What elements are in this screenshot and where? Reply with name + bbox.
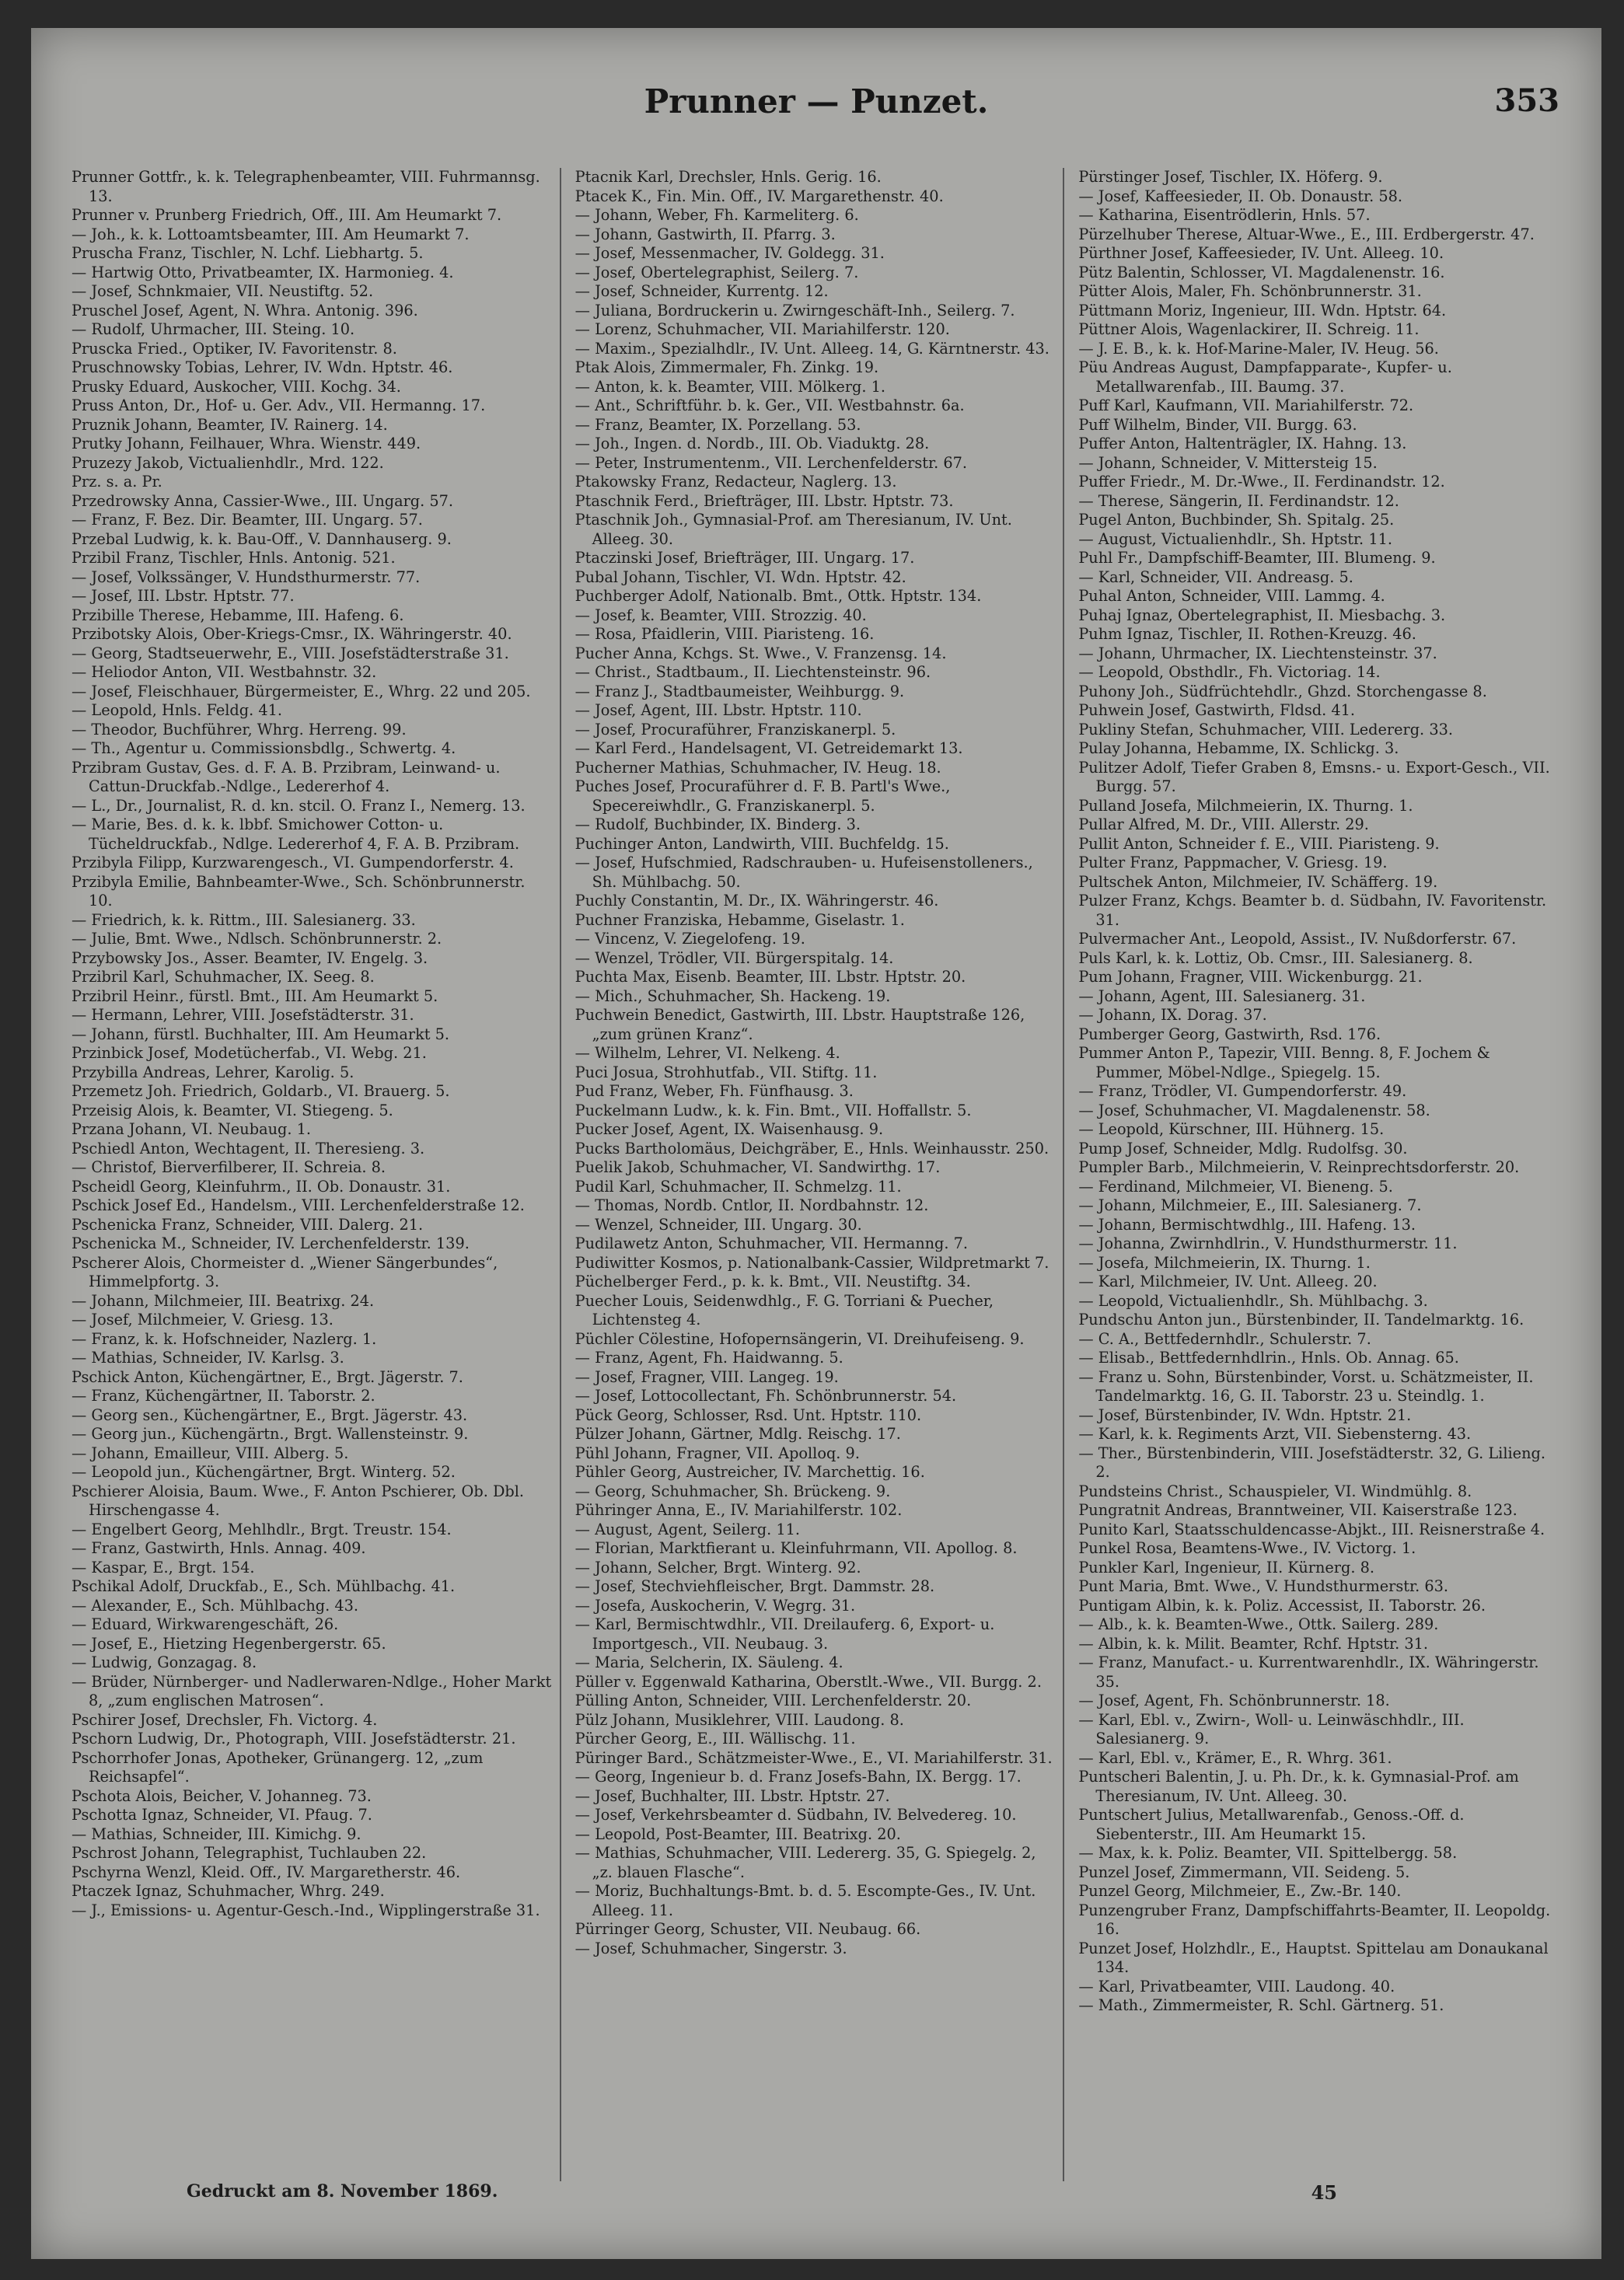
directory-entry: Punzel Josef, Zimmermann, VII. Seideng. 5. <box>1078 1863 1410 1881</box>
directory-entry: Pürthner Josef, Kaffeesieder, IV. Unt. Alleeg. 10. <box>1078 244 1444 262</box>
directory-entry: — Rudolf, Buchbinder, IX. Binderg. 3. <box>575 815 861 833</box>
directory-entry: Ptak Alois, Zimmermaler, Fh. Zinkg. 19. <box>575 358 879 376</box>
directory-entry: Puchner Franziska, Hebamme, Giselastr. 1. <box>575 910 905 929</box>
directory-entry: Punzengruber Franz, Dampfschiffahrts-Beamter, II. Leopoldg. 16. <box>1078 1901 1551 1938</box>
directory-entry: Pschick Josef Ed., Handelsm., VIII. Lerchenfelderstraße 12. <box>72 1196 525 1214</box>
directory-entry: Ptaczinski Josef, Briefträger, III. Ungarg. 17. <box>575 549 915 567</box>
directory-entry: — Josefa, Auskocherin, V. Wegrg. 31. <box>575 1596 856 1615</box>
directory-entry: Punzel Georg, Milchmeier, E., Zw.-Br. 140. <box>1078 1882 1402 1900</box>
directory-entry: Pumpler Barb., Milchmeierin, V. Reinprechtsdorferstr. 20. <box>1078 1158 1520 1176</box>
directory-entry: — Eduard, Wirkwarengeschäft, 26. <box>72 1615 339 1633</box>
directory-entry: Pruschel Josef, Agent, N. Whra. Antonig. 396. <box>72 301 418 319</box>
directory-entry: Pschotta Ignaz, Schneider, VI. Pfaug. 7. <box>72 1806 372 1824</box>
directory-entry: Pubal Johann, Tischler, VI. Wdn. Hptstr. 42. <box>575 567 906 586</box>
directory-entry: — Josef, Fragner, VIII. Langeg. 19. <box>575 1367 839 1386</box>
directory-entry: Pukliny Stefan, Schuhmacher, VIII. Ledererg. 33. <box>1078 720 1453 738</box>
directory-entry: — Josef, Messenmacher, IV. Goldegg. 31. <box>575 244 885 262</box>
directory-entry: Pump Josef, Schneider, Mdlg. Rudolfsg. 30. <box>1078 1139 1408 1157</box>
directory-entry: — Franz, Küchengärtner, II. Taborstr. 2. <box>72 1387 375 1405</box>
directory-entry: — Engelbert Georg, Mehlhdlr., Brgt. Treustr. 154. <box>72 1520 452 1538</box>
directory-entry: — Josefa, Milchmeierin, IX. Thurng. 1. <box>1078 1253 1371 1272</box>
directory-entry: Pülling Anton, Schneider, VIII. Lerchenfelderstr. 20. <box>575 1692 972 1709</box>
directory-entry: — Th., Agentur u. Commissionsbdlg., Schwertg. 4. <box>72 739 456 757</box>
directory-entry: Pucherner Mathias, Schuhmacher, IV. Heug. 18. <box>575 758 941 777</box>
page-title: Prunner — Punzet. <box>644 82 989 120</box>
directory-entry: — Rudolf, Uhrmacher, III. Steing. 10. <box>72 320 355 338</box>
directory-entry: — Hermann, Lehrer, VIII. Josefstädterstr. 31. <box>72 1006 414 1024</box>
page-footer <box>31 2181 1601 2212</box>
directory-entry: — Johann, IX. Dorag. 37. <box>1078 1006 1267 1024</box>
directory-entry: Prutky Johann, Feilhauer, Whra. Wienstr. 449. <box>72 435 421 452</box>
directory-entry: — Vincenz, V. Ziegelofeng. 19. <box>575 930 805 948</box>
directory-entry: Puntscheri Balentin, J. u. Ph. Dr., k. k. Gymnasial-Prof. am Theresianum, IV. Unt. Alleeg. 30. <box>1078 1768 1519 1805</box>
directory-entry: Pülzer Johann, Gärtner, Mdlg. Reischg. 17. <box>575 1425 901 1443</box>
directory-entry: Pudiwitter Kosmos, p. Nationalbank-Cassier, Wildpretmarkt 7. <box>575 1253 1049 1272</box>
directory-entry: — Franz u. Sohn, Bürstenbinder, Vorst. u. Schätzmeister, II. Tandelmarktg. 16, G. II. Taborstr. 23 u. Steindlg. 1. <box>1078 1367 1534 1405</box>
directory-entry: — Leopold, Kürschner, III. Hühnerg. 15. <box>1078 1120 1385 1138</box>
directory-entry: Ptacnik Karl, Drechsler, Hnls. Gerig. 16. <box>575 168 882 186</box>
directory-entry: — Maria, Selcherin, IX. Säuleng. 4. <box>575 1653 843 1671</box>
directory-entry: Prz. s. a. Pr. <box>72 473 162 491</box>
directory-entry: Pütz Balentin, Schlosser, VI. Magdalenenstr. 16. <box>1078 263 1445 281</box>
directory-entry: Pumberger Georg, Gastwirth, Rsd. 176. <box>1078 1025 1381 1043</box>
directory-entry: Pulter Franz, Pappmacher, V. Griesg. 19. <box>1078 854 1388 871</box>
directory-entry: — Mich., Schuhmacher, Sh. Hackeng. 19. <box>575 986 891 1005</box>
directory-entry: — Brüder, Nürnberger- und Nadlerwaren-Ndlge., Hoher Markt 8, „zum englischen Matrosen“. <box>72 1672 552 1709</box>
directory-entry: — L., Dr., Journalist, R. d. kn. stcil. O. Franz I., Nemerg. 13. <box>72 796 526 815</box>
directory-entry: — Joh., Ingen. d. Nordb., III. Ob. Viaduktg. 28. <box>575 435 930 452</box>
directory-entry: Przibotsky Alois, Ober-Kriegs-Cmsr., IX. Währingerstr. 40. <box>72 625 512 643</box>
directory-entry: Puchta Max, Eisenb. Beamter, III. Lbstr. Hptstr. 20. <box>575 968 966 986</box>
directory-entry: Puchwein Benedict, Gastwirth, III. Lbstr. Hauptstraße 126, „zum grünen Kranz“. <box>575 1006 1025 1043</box>
directory-entry: Puhm Ignaz, Tischler, II. Rothen-Kreuzg. 46. <box>1078 625 1416 643</box>
directory-entry: Pugel Anton, Buchbinder, Sh. Spitalg. 25. <box>1078 511 1395 529</box>
column-left <box>72 168 561 2181</box>
directory-entry: — Johann, Gastwirth, II. Pfarrg. 3. <box>575 225 836 243</box>
directory-entry: — Ther., Bürstenbinderin, VIII. Josefstädterstr. 32, G. Lilieng. 2. <box>1078 1444 1545 1481</box>
directory-entry: — Christof, Bierverfilberer, II. Schreia. 8. <box>72 1158 386 1176</box>
directory-entry: Puntschert Julius, Metallwarenfab., Genoss.-Off. d. Siebenterstr., III. Am Heumarkt 15. <box>1078 1806 1465 1843</box>
directory-entry: — Josef, Lottocollectant, Fh. Schönbrunnerstr. 54. <box>575 1387 957 1405</box>
directory-entry: — Josef, Schuhmacher, Singerstr. 3. <box>575 1939 847 1957</box>
directory-entry: Puhwein Josef, Gastwirth, Fldsd. 41. <box>1078 701 1356 719</box>
directory-entry: — Wilhelm, Lehrer, VI. Nelkeng. 4. <box>575 1044 840 1062</box>
directory-entry: Przibyla Filipp, Kurzwarengesch., VI. Gumpendorferstr. 4. <box>72 854 514 871</box>
directory-entry: Przibril Karl, Schuhmacher, IX. Seeg. 8. <box>72 968 375 986</box>
directory-entry: Pscheidl Georg, Kleinfuhrm., II. Ob. Donaustr. 31. <box>72 1177 451 1196</box>
directory-entry: — August, Victualienhdlr., Sh. Hptstr. 11. <box>1078 529 1392 548</box>
directory-entry: Pschikal Adolf, Druckfab., E., Sch. Mühlbachg. 41. <box>72 1577 456 1595</box>
directory-entry: Przinbick Josef, Modetücherfab., VI. Webg. 21. <box>72 1044 427 1062</box>
directory-entry: — Elisab., Bettfedernhdlrin., Hnls. Ob. Annag. 65. <box>1078 1349 1459 1367</box>
directory-entry: Puhony Joh., Südfrüchtehdlr., Ghzd. Storchengasse 8. <box>1078 682 1487 700</box>
directory-entry: — Johanna, Zwirnhdlrin., V. Hundsthurmerstr. 11. <box>1078 1234 1458 1252</box>
directory-entry: Puecher Louis, Seidenwdhlg., F. G. Torriani & Puecher, Lichtensteg 4. <box>575 1291 994 1329</box>
directory-entry: Pum Johann, Fragner, VIII. Wickenburgg. 21. <box>1078 968 1423 986</box>
directory-entry: — Hartwig Otto, Privatbeamter, IX. Harmonieg. 4. <box>72 263 454 281</box>
directory-entry: Pundsteins Christ., Schauspieler, VI. Windmühlg. 8. <box>1078 1482 1472 1500</box>
directory-entry: Pulitzer Adolf, Tiefer Graben 8, Emsns.- u. Export-Gesch., VII. Burgg. 57. <box>1078 758 1550 795</box>
directory-entry: — Johann, Milchmeier, III. Beatrixg. 24. <box>72 1291 375 1310</box>
directory-entry: — Christ., Stadtbaum., II. Liechtensteinstr. 96. <box>575 663 931 681</box>
directory-entry: Przeisig Alois, k. Beamter, VI. Stiegeng. 5. <box>72 1101 393 1119</box>
directory-entry: — Johann, Agent, III. Salesianerg. 31. <box>1078 986 1366 1005</box>
directory-entry: Ptacek K., Fin. Min. Off., IV. Margarethenstr. 40. <box>575 187 944 205</box>
directory-entry: Pud Franz, Weber, Fh. Fünfhausg. 3. <box>575 1082 854 1100</box>
directory-entry: Pudilawetz Anton, Schuhmacher, VII. Hermanng. 7. <box>575 1234 969 1252</box>
directory-entry: — Alb., k. k. Beamten-Wwe., Ottk. Sailerg. 289. <box>1078 1615 1439 1633</box>
directory-entry: — Josef, Verkehrsbeamter d. Südbahn, IV. Belvedereg. 10. <box>575 1806 1017 1824</box>
directory-entry: — Friedrich, k. k. Rittm., III. Salesianerg. 33. <box>72 910 416 929</box>
directory-entry: — Kaspar, E., Brgt. 154. <box>72 1558 255 1576</box>
directory-entry: — Franz, Trödler, VI. Gumpendorferstr. 49. <box>1078 1082 1407 1100</box>
directory-entry: — Franz, Gastwirth, Hnls. Annag. 409. <box>72 1539 366 1557</box>
directory-entry: Puff Karl, Kaufmann, VII. Mariahilferstr. 72. <box>1078 396 1414 414</box>
column-middle <box>575 168 1065 2181</box>
directory-entry: — Joh., k. k. Lottoamtsbeamter, III. Am Heumarkt 7. <box>72 225 470 243</box>
directory-entry: — Ant., Schriftführ. b. k. Ger., VII. Westbahnstr. 6a. <box>575 396 965 414</box>
directory-entry: Pschierer Aloisia, Baum. Wwe., F. Anton Pschierer, Ob. Dbl. Hirschengasse 4. <box>72 1482 525 1519</box>
directory-entry: — Mathias, Schneider, III. Kimichg. 9. <box>72 1824 361 1843</box>
directory-entry: — Ferdinand, Milchmeier, VI. Bieneng. 5. <box>1078 1177 1393 1196</box>
directory-entry: — Franz J., Stadtbaumeister, Weihburgg. 9. <box>575 682 905 700</box>
directory-entry: — Marie, Bes. d. k. k. lbbf. Smichower Cotton- u. Tücheldruckfab., Ndlge. Ledererhof 4, F. A. B. Przibram. <box>72 815 520 853</box>
directory-entry: — Georg, Schuhmacher, Sh. Brückeng. 9. <box>575 1482 891 1500</box>
directory-entry: Pühringer Anna, E., IV. Mariahilferstr. 102. <box>575 1501 903 1519</box>
directory-entry: Ptaschnik Joh., Gymnasial-Prof. am Theresianum, IV. Unt. Alleeg. 30. <box>575 511 1012 548</box>
directory-entry: — Mathias, Schuhmacher, VIII. Ledererg. 35, G. Spiegelg. 2, „z. blauen Flasche“. <box>575 1844 1036 1881</box>
directory-entry: — Josef, Agent, Fh. Schönbrunnerstr. 18. <box>1078 1692 1390 1709</box>
directory-entry: Püttmann Moriz, Ingenieur, III. Wdn. Hptstr. 64. <box>1078 301 1447 319</box>
directory-entry: Pruschnowsky Tobias, Lehrer, IV. Wdn. Hptstr. 46. <box>72 358 453 376</box>
directory-entry: Prusky Eduard, Auskocher, VIII. Kochg. 34. <box>72 377 401 396</box>
directory-entry: — Karl, k. k. Regiments Arzt, VII. Siebensterng. 43. <box>1078 1425 1472 1443</box>
directory-entry: — Georg jun., Küchengärtn., Brgt. Wallensteinstr. 9. <box>72 1425 469 1443</box>
directory-entry: Pruznik Johann, Beamter, IV. Rainerg. 14. <box>72 415 388 434</box>
directory-entry: — Leopold jun., Küchengärtner, Brgt. Winterg. 52. <box>72 1463 456 1481</box>
directory-entry: Przybilla Andreas, Lehrer, Karolig. 5. <box>72 1063 354 1081</box>
directory-entry: — Josef, Agent, III. Lbstr. Hptstr. 110. <box>575 701 862 719</box>
directory-entry: Puelik Jakob, Schuhmacher, VI. Sandwirthg. 17. <box>575 1158 941 1176</box>
directory-columns <box>72 168 1568 2181</box>
directory-entry: Ptakowsky Franz, Redacteur, Naglerg. 13. <box>575 473 897 491</box>
directory-entry: — Albin, k. k. Milit. Beamter, Rchf. Hptstr. 31. <box>1078 1634 1429 1653</box>
directory-entry: Pschorrhofer Jonas, Apotheker, Grünangerg. 12, „zum Reichsapfel“. <box>72 1748 484 1786</box>
directory-entry: Puchinger Anton, Landwirth, VIII. Buchfeldg. 15. <box>575 834 949 853</box>
directory-entry: — Johann, Selcher, Brgt. Winterg. 92. <box>575 1558 861 1576</box>
directory-entry: Püchler Cölestine, Hofopernsängerin, VI. Dreihufeiseng. 9. <box>575 1329 1025 1348</box>
directory-entry: — Josef, Stechviehfleischer, Brgt. Dammstr. 28. <box>575 1577 935 1595</box>
directory-entry: — Johann, Emailleur, VIII. Alberg. 5. <box>72 1444 349 1462</box>
directory-entry: Püu Andreas August, Dampfapparate-, Kupfer- u. Metallwarenfab., III. Baumg. 37. <box>1078 358 1452 396</box>
directory-entry: — Georg sen., Küchengärtner, E., Brgt. Jägerstr. 43. <box>72 1405 468 1424</box>
directory-entry: — Karl, Schneider, VII. Andreasg. 5. <box>1078 567 1353 586</box>
directory-entry: — C. A., Bettfedernhdlr., Schulerstr. 7. <box>1078 1329 1371 1348</box>
directory-entry: Pschiedl Anton, Wechtagent, II. Theresieng. 3. <box>72 1139 425 1157</box>
directory-entry: Pruss Anton, Dr., Hof- u. Ger. Adv., VII. Hermanng. 17. <box>72 396 486 414</box>
directory-entry: — Leopold, Hnls. Feldg. 41. <box>72 701 283 719</box>
directory-entry: — Wenzel, Schneider, III. Ungarg. 30. <box>575 1215 862 1234</box>
directory-entry: — Moriz, Buchhaltungs-Bmt. b. d. 5. Escompte-Ges., IV. Unt. Alleeg. 11. <box>575 1882 1036 1919</box>
page-number: 353 <box>1494 82 1559 119</box>
directory-entry: — Johann, Bermischtwdhlg., III. Hafeng. 13. <box>1078 1215 1416 1234</box>
directory-entry: Pschirer Josef, Drechsler, Fh. Victorg. 4. <box>72 1710 378 1729</box>
directory-entry: Püringer Bard., Schätzmeister-Wwe., E., VI. Mariahilferstr. 31. <box>575 1748 1053 1767</box>
directory-entry: Przibril Heinr., fürstl. Bmt., III. Am Heumarkt 5. <box>72 986 438 1005</box>
directory-entry: — Josef, Schneider, Kurrentg. 12. <box>575 282 829 300</box>
directory-entry: — Anton, k. k. Beamter, VIII. Mölkerg. 1. <box>575 377 886 396</box>
directory-entry: Pulzer Franz, Kchgs. Beamter b. d. Südbahn, IV. Favoritenstr. 31. <box>1078 892 1547 929</box>
directory-entry: Przemetz Joh. Friedrich, Goldarb., VI. Brauerg. 5. <box>72 1082 450 1100</box>
directory-page <box>31 28 1601 2259</box>
directory-entry: Prunner Gottfr., k. k. Telegraphenbeamter, VIII. Fuhrmannsg. 13. <box>72 168 540 205</box>
directory-entry: Püttner Alois, Wagenlackirer, II. Schreig. 11. <box>1078 320 1420 338</box>
directory-entry: Przedrowsky Anna, Cassier-Wwe., III. Ungarg. 57. <box>72 491 454 510</box>
directory-entry: Puffer Friedr., M. Dr.-Wwe., II. Ferdinandstr. 12. <box>1078 473 1445 491</box>
directory-entry: Puff Wilhelm, Binder, VII. Burgg. 63. <box>1078 415 1357 434</box>
directory-entry: — Johann, Schneider, V. Mittersteig 15. <box>1078 453 1378 472</box>
directory-entry: — Wenzel, Trödler, VII. Bürgerspitalg. 14. <box>575 948 894 967</box>
directory-entry: Pühler Georg, Austreicher, IV. Marchettig. 16. <box>575 1463 925 1481</box>
print-date: Gedruckt am 8. November 1869. <box>187 2181 498 2201</box>
directory-entry: Puhaj Ignaz, Obertelegraphist, II. Miesbachg. 3. <box>1078 606 1446 624</box>
directory-entry: — Josef, Kaffeesieder, II. Ob. Donaustr. 58. <box>1078 187 1403 205</box>
directory-entry: Przibyla Emilie, Bahnbeamter-Wwe., Sch. Schönbrunnerstr. 10. <box>72 872 526 910</box>
directory-entry: — Franz, F. Bez. Dir. Beamter, III. Ungarg. 57. <box>72 511 423 529</box>
directory-entry: Pulvermacher Ant., Leopold, Assist., IV. Nußdorferstr. 67. <box>1078 930 1517 948</box>
directory-entry: Ptaczek Ignaz, Schuhmacher, Whrg. 249. <box>72 1882 385 1900</box>
directory-entry: Pschenicka M., Schneider, IV. Lerchenfelderstr. 139. <box>72 1234 470 1252</box>
directory-entry: — Josef, Volkssänger, V. Hundsthurmerstr. 77. <box>72 567 421 586</box>
directory-entry: — Rosa, Pfaidlerin, VIII. Piaristeng. 16. <box>575 625 875 643</box>
directory-entry: Pschyrna Wenzl, Kleid. Off., IV. Margaretherstr. 46. <box>72 1863 461 1881</box>
directory-entry: — Franz, Agent, Fh. Haidwanng. 5. <box>575 1349 843 1367</box>
directory-entry: — Lorenz, Schuhmacher, VII. Mariahilferstr. 120. <box>575 320 950 338</box>
directory-entry: Puhal Anton, Schneider, VIII. Lammg. 4. <box>1078 587 1385 605</box>
directory-entry: — Karl, Ebl. v., Krämer, E., R. Whrg. 361. <box>1078 1748 1392 1767</box>
directory-entry: — Karl, Bermischtwdhlr., VII. Dreilauferg. 6, Export- u. Importgesch., VII. Neubaug. 3. <box>575 1615 995 1653</box>
column-right <box>1078 168 1568 2181</box>
directory-entry: — Josef, Schnkmaier, VII. Neustiftg. 52. <box>72 282 374 300</box>
directory-entry: Punkler Karl, Ingenieur, II. Kürnerg. 8. <box>1078 1558 1374 1576</box>
directory-entry: Pucks Bartholomäus, Deichgräber, E., Hnls. Weinhausstr. 250. <box>575 1139 1049 1157</box>
directory-entry: Puchberger Adolf, Nationalb. Bmt., Ottk. Hptstr. 134. <box>575 587 982 605</box>
directory-entry: — Julie, Bmt. Wwe., Ndlsch. Schönbrunnerstr. 2. <box>72 930 442 948</box>
directory-entry: — Maxim., Spezialhdlr., IV. Unt. Alleeg. 14, G. Kärntnerstr. 43. <box>575 339 1049 358</box>
directory-entry: — Thomas, Nordb. Cntlor, II. Nordbahnstr. 12. <box>575 1196 929 1214</box>
directory-entry: Puci Josua, Strohhutfab., VII. Stiftg. 11. <box>575 1063 878 1081</box>
directory-entry: — Max, k. k. Poliz. Beamter, VII. Spittelbergg. 58. <box>1078 1844 1458 1862</box>
directory-entry: Pruscka Fried., Optiker, IV. Favoritenstr. 8. <box>72 339 397 358</box>
directory-entry: — J. E. B., k. k. Hof-Marine-Maler, IV. Heug. 56. <box>1078 339 1439 358</box>
directory-entry: — Josef, III. Lbstr. Hptstr. 77. <box>72 587 295 605</box>
directory-entry: — Josef, Buchhalter, III. Lbstr. Hptstr. 27. <box>575 1786 890 1805</box>
directory-entry: Pück Georg, Schlosser, Rsd. Unt. Hptstr. 110. <box>575 1405 922 1424</box>
directory-entry: — Georg, Ingenieur b. d. Franz Josefs-Bahn, IX. Bergg. 17. <box>575 1768 1022 1786</box>
directory-entry: Punzet Josef, Holzhdlr., E., Hauptst. Spittelau am Donaukanal 134. <box>1078 1939 1549 1976</box>
directory-entry: — Leopold, Obsthdlr., Fh. Victoriag. 14. <box>1078 663 1381 681</box>
directory-entry: — Josef, Fleischhauer, Bürgermeister, E., Whrg. 22 und 205. <box>72 682 531 700</box>
directory-entry: — Johann, Uhrmacher, IX. Liechtensteinstr. 37. <box>1078 644 1437 662</box>
directory-entry: — Karl, Milchmeier, IV. Unt. Alleeg. 20. <box>1078 1273 1378 1290</box>
directory-entry: — Josef, E., Hietzing Hegenbergerstr. 65. <box>72 1634 386 1653</box>
directory-entry: — Johann, fürstl. Buchhalter, III. Am Heumarkt 5. <box>72 1025 450 1043</box>
directory-entry: Puls Karl, k. k. Lottiz, Ob. Cmsr., III. Salesianerg. 8. <box>1078 948 1473 967</box>
directory-entry: Pütter Alois, Maler, Fh. Schönbrunnerstr. 31. <box>1078 282 1422 300</box>
directory-entry: Puches Josef, Procuraführer d. F. B. Partl's Wwe., Specereiwhdlr., G. Franziskanerpl. 5. <box>575 777 951 815</box>
directory-entry: Prunner v. Prunberg Friedrich, Off., III. Am Heumarkt 7. <box>72 206 502 224</box>
directory-entry: Pschrost Johann, Telegraphist, Tuchlauben 22. <box>72 1844 427 1862</box>
directory-entry: — Franz, Manufact.- u. Kurrentwarenhdlr., IX. Währingerstr. 35. <box>1078 1653 1539 1691</box>
directory-entry: Puchly Constantin, M. Dr., IX. Währingerstr. 46. <box>575 892 939 910</box>
directory-entry: — Ludwig, Gonzagag. 8. <box>72 1653 257 1671</box>
directory-entry: Puhl Fr., Dampfschiff-Beamter, III. Blumeng. 9. <box>1078 549 1436 567</box>
directory-entry: Punito Karl, Staatsschuldencasse-Abjkt., III. Reisnerstraße 4. <box>1078 1520 1545 1538</box>
directory-entry: Przebal Ludwig, k. k. Bau-Off., V. Dannhauserg. 9. <box>72 529 452 548</box>
directory-entry: Pschenicka Franz, Schneider, VIII. Dalerg. 21. <box>72 1215 424 1234</box>
directory-entry: Przana Johann, VI. Neubaug. 1. <box>72 1120 311 1138</box>
directory-entry: Pscherer Alois, Chormeister d. „Wiener Sängerbundes“, Himmelpfortg. 3. <box>72 1253 498 1290</box>
directory-entry: — Heliodor Anton, VII. Westbahnstr. 32. <box>72 663 377 681</box>
directory-entry: — Theodor, Buchführer, Whrg. Herreng. 99. <box>72 720 407 738</box>
directory-entry: — Alexander, E., Sch. Mühlbachg. 43. <box>72 1596 359 1615</box>
directory-entry: Pudil Karl, Schuhmacher, II. Schmelzg. 11. <box>575 1177 902 1196</box>
directory-entry: Pucher Anna, Kchgs. St. Wwe., V. Franzensg. 14. <box>575 644 947 662</box>
directory-entry: — August, Agent, Seilerg. 11. <box>575 1520 801 1538</box>
directory-entry: — Josef, Procuraführer, Franziskanerpl. 5. <box>575 720 896 738</box>
directory-entry: Pruscha Franz, Tischler, N. Lchf. Liebhartg. 5. <box>72 244 424 262</box>
directory-entry: Pruzezy Jakob, Victualienhdlr., Mrd. 122. <box>72 453 384 472</box>
directory-entry: Pürstinger Josef, Tischler, IX. Höferg. 9. <box>1078 168 1383 186</box>
directory-entry: Pundschu Anton jun., Bürstenbinder, II. Tandelmarktg. 16. <box>1078 1311 1524 1329</box>
page-header <box>31 82 1601 129</box>
directory-entry: — Johann, Weber, Fh. Karmeliterg. 6. <box>575 206 859 224</box>
directory-entry: — Josef, Obertelegraphist, Seilerg. 7. <box>575 263 859 281</box>
directory-entry: — Mathias, Schneider, IV. Karlsg. 3. <box>72 1349 344 1367</box>
directory-entry: Pulland Josefa, Milchmeierin, IX. Thurng. 1. <box>1078 796 1413 815</box>
directory-entry: Pschick Anton, Küchengärtner, E., Brgt. Jägerstr. 7. <box>72 1367 463 1386</box>
directory-entry: — Florian, Marktfierant u. Kleinfuhrmann, VII. Apollog. 8. <box>575 1539 1018 1557</box>
directory-entry: — Josef, k. Beamter, VIII. Strozzig. 40. <box>575 606 867 624</box>
directory-entry: Pungratnit Andreas, Branntweiner, VII. Kaiserstraße 123. <box>1078 1501 1517 1519</box>
directory-entry: Pucker Josef, Agent, IX. Waisenhausg. 9. <box>575 1120 884 1138</box>
directory-entry: — Leopold, Victualienhdlr., Sh. Mühlbachg. 3. <box>1078 1291 1428 1310</box>
directory-entry: Przibil Franz, Tischler, Hnls. Antonig. 521. <box>72 549 396 567</box>
directory-entry: — Therese, Sängerin, II. Ferdinandstr. 12. <box>1078 491 1399 510</box>
directory-entry: — Georg, Stadtseuerwehr, E., VIII. Josefstädterstraße 31. <box>72 644 509 662</box>
directory-entry: Pürringer Georg, Schuster, VII. Neubaug. 66. <box>575 1920 921 1938</box>
directory-entry: — Josef, Milchmeier, V. Griesg. 13. <box>72 1311 334 1329</box>
directory-entry: Pschota Alois, Beicher, V. Johanneg. 73. <box>72 1786 372 1805</box>
directory-entry: Püchelberger Ferd., p. k. k. Bmt., VII. Neustiftg. 34. <box>575 1273 971 1290</box>
directory-entry: Puffer Anton, Haltenträgler, IX. Hahng. 13. <box>1078 435 1407 452</box>
directory-entry: — Josef, Bürstenbinder, IV. Wdn. Hptstr. 21. <box>1078 1405 1412 1424</box>
directory-entry: Przybowsky Jos., Asser. Beamter, IV. Engelg. 3. <box>72 948 428 967</box>
directory-entry: — Katharina, Eisentrödlerin, Hnls. 57. <box>1078 206 1371 224</box>
directory-entry: Puntigam Albin, k. k. Poliz. Accessist, II. Taborstr. 26. <box>1078 1596 1486 1615</box>
directory-entry: Pürcher Georg, E., III. Wällischg. 11. <box>575 1730 856 1748</box>
directory-entry: Pschorn Ludwig, Dr., Photograph, VIII. Josefstädterstr. 21. <box>72 1730 516 1748</box>
directory-entry: Pullar Alfred, M. Dr., VIII. Allerstr. 29. <box>1078 815 1369 833</box>
directory-entry: Puckelmann Ludw., k. k. Fin. Bmt., VII. Hoffallstr. 5. <box>575 1101 972 1119</box>
directory-entry: — Karl Ferd., Handelsagent, VI. Getreidemarkt 13. <box>575 739 963 757</box>
directory-entry: Pultschek Anton, Milchmeier, IV. Schäfferg. 19. <box>1078 872 1438 891</box>
directory-entry: — Peter, Instrumentenm., VII. Lerchenfelderstr. 67. <box>575 453 968 472</box>
directory-entry: Pürzelhuber Therese, Altuar-Wwe., E., III. Erdbergerstr. 47. <box>1078 225 1535 243</box>
directory-entry: — J., Emissions- u. Agentur-Gesch.-Ind., Wipplingerstraße 31. <box>72 1901 540 1919</box>
directory-entry: Przibille Therese, Hebamme, III. Hafeng. 6. <box>72 606 404 624</box>
directory-entry: — Josef, Hufschmied, Radschrauben- u. Hufeisenstolleners., Sh. Mühlbachg. 50. <box>575 854 1033 891</box>
directory-entry: — Franz, k. k. Hofschneider, Nazlerg. 1. <box>72 1329 377 1348</box>
directory-entry: — Josef, Schuhmacher, VI. Magdalenenstr. 58. <box>1078 1101 1430 1119</box>
directory-entry: Przibram Gustav, Ges. d. F. A. B. Przibram, Leinwand- u. Cattun-Druckfab.-Ndlge., Ledererhof 4. <box>72 758 501 795</box>
directory-entry: Püller v. Eggenwald Katharina, Oberstlt.-Wwe., VII. Burgg. 2. <box>575 1672 1042 1691</box>
directory-entry: Punt Maria, Bmt. Wwe., V. Hundsthurmerstr. 63. <box>1078 1577 1449 1595</box>
directory-entry: Pulay Johanna, Hebamme, IX. Schlickg. 3. <box>1078 739 1399 757</box>
directory-entry: Ptaschnik Ferd., Briefträger, III. Lbstr. Hptstr. 73. <box>575 491 954 510</box>
directory-entry: — Math., Zimmermeister, R. Schl. Gärtnerg. 51. <box>1078 1996 1444 2014</box>
directory-entry: — Juliana, Bordruckerin u. Zwirngeschäft-Inh., Seilerg. 7. <box>575 301 1015 319</box>
directory-entry: — Karl, Ebl. v., Zwirn-, Woll- u. Leinwäschhdlr., III. Salesianerg. 9. <box>1078 1710 1465 1748</box>
directory-entry: Pullit Anton, Schneider f. E., VIII. Piaristeng. 9. <box>1078 834 1440 853</box>
directory-entry: — Leopold, Post-Beamter, III. Beatrixg. 20. <box>575 1824 901 1843</box>
directory-entry: Punkel Rosa, Beamtens-Wwe., IV. Victorg. 1. <box>1078 1539 1416 1557</box>
directory-entry: Pühl Johann, Fragner, VII. Apolloq. 9. <box>575 1444 860 1462</box>
directory-entry: — Franz, Beamter, IX. Porzellang. 53. <box>575 415 861 434</box>
directory-entry: — Karl, Privatbeamter, VIII. Laudong. 40. <box>1078 1977 1395 1995</box>
directory-entry: Pummer Anton P., Tapezir, VIII. Benng. 8, F. Jochem & Pummer, Möbel-Ndlge., Spiegelg. 15. <box>1078 1044 1490 1081</box>
directory-entry: — Johann, Milchmeier, E., III. Salesianerg. 7. <box>1078 1196 1422 1214</box>
sheet-signature: 45 <box>1311 2181 1337 2204</box>
directory-entry: Pülz Johann, Musiklehrer, VIII. Laudong. 8. <box>575 1710 904 1729</box>
